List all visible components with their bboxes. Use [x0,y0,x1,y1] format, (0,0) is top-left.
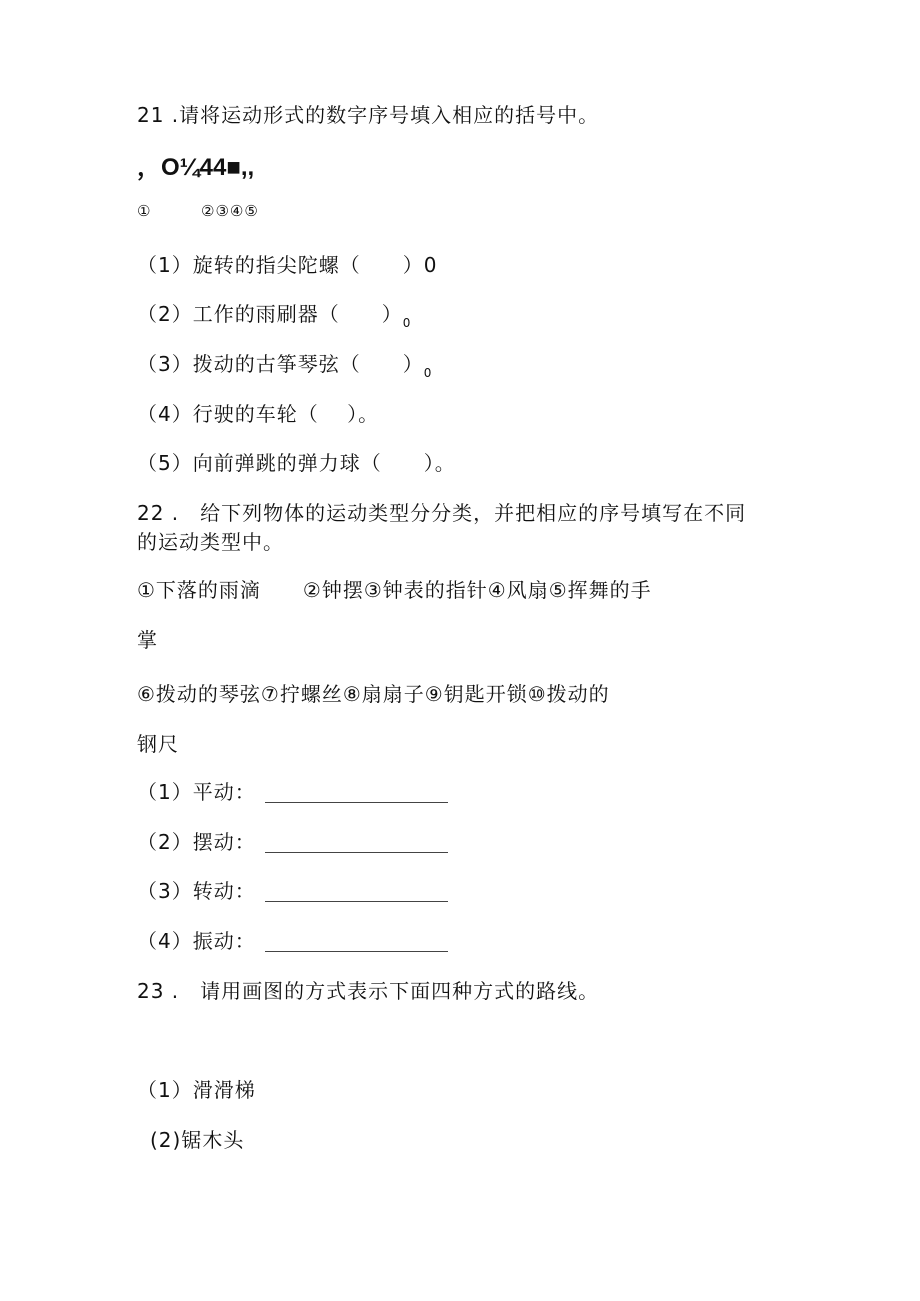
q21-item-text: （1）旋转的指尖陀螺（ ）0 [137,253,438,277]
q22-options-line-4: 钢尺 [137,732,179,756]
q21-item-5 [137,451,456,475]
q22-category-rotation-label: （3）转动： [137,879,256,903]
q23-item-saw: (2)锯木头 [150,1128,245,1152]
q21-item-subscript: 0 [402,316,412,330]
q22-options-line-2: 掌 [137,628,158,652]
q23-stem: 23 . 请用画图的方式表示下面四种方式的路线。 [137,979,600,1003]
q22-stem-line-1: 22 . 给下列物体的运动类型分分类，并把相应的序号填写在不同 [137,501,747,525]
q22-options-line-3: ⑥拨动的琴弦⑦拧螺丝⑧扇扇子⑨钥匙开锁⑩拨动的 [137,682,610,706]
q21-item-subscript: 0 [423,366,433,380]
q21-figure-labels-2-5: ②③④⑤ [201,202,259,220]
q22-options-line-1: ①下落的雨滴 ②钟摆③钟表的指针④风扇⑤挥舞的手 [137,578,652,602]
q22-answer-blank-rotation[interactable] [265,901,448,902]
q23-item-slide: （1）滑滑梯 [137,1078,256,1102]
q22-answer-blank-vibration[interactable] [265,951,448,952]
q22-answer-blank-translation[interactable] [265,802,448,803]
q21-item-2 [137,302,411,329]
q21-item-3 [137,352,432,379]
q21-item-1 [137,253,437,277]
q22-stem-line-2: 的运动类型中。 [137,530,284,554]
q22-answer-blank-swing[interactable] [265,852,448,853]
q21-item-4 [137,402,379,426]
q22-category-translation-label: （1）平动： [137,780,256,804]
q22-category-swing-label: （2）摆动： [137,830,256,854]
q21-item-text: （3）拨动的古筝琴弦（ ） [137,352,424,376]
q21-item-text: （4）行驶的车轮（ ）。 [137,402,380,426]
q21-item-text: （5）向前弹跳的弹力球（ ）。 [137,451,456,475]
q21-item-text: （2）工作的雨刷器（ ） [137,302,403,326]
q21-stem: 21 .请将运动形式的数字序号填入相应的括号中。 [137,103,600,127]
q21-figure-label-1: ① [137,202,152,220]
q22-category-vibration-label: （4）振动： [137,929,256,953]
q21-garbled-figure-text: ，O¼44■,, [137,154,255,181]
